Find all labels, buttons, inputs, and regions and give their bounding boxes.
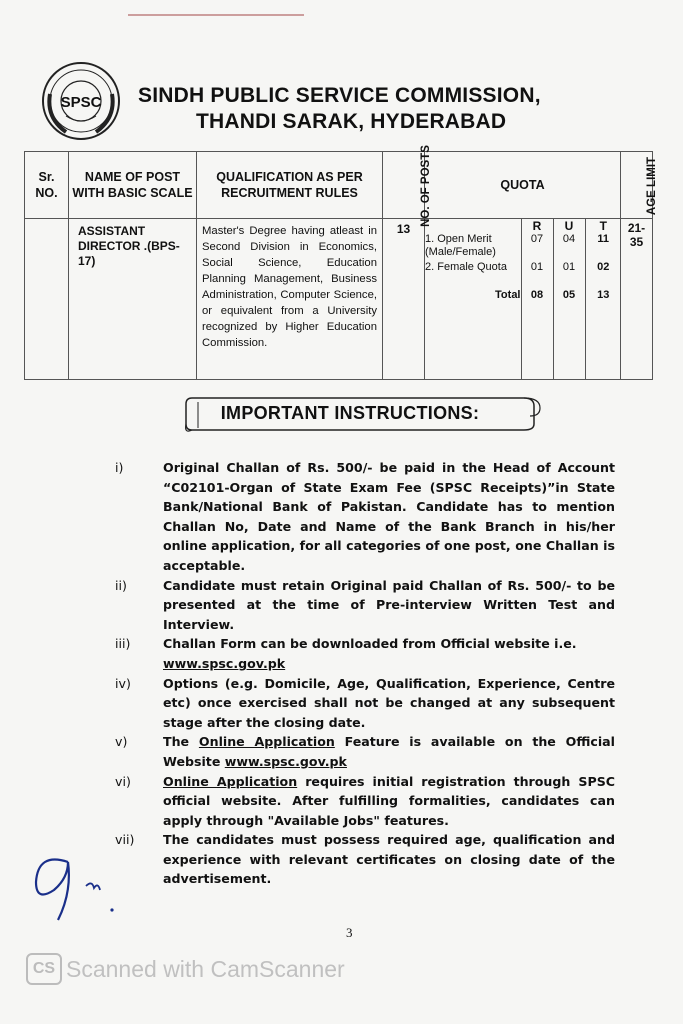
posts-table: [24, 144, 659, 380]
list-item: [115, 634, 615, 673]
quota-table: [425, 219, 621, 379]
item-number: i): [115, 460, 124, 475]
list-item: v) The Online Application Feature is available on the Official Website www.spsc.gov.pk: [115, 732, 615, 771]
page-number: 3: [346, 925, 353, 940]
website-link[interactable]: www.spsc.gov.pk: [224, 753, 347, 769]
item-number: iv): [115, 675, 131, 691]
spsc-logo: [40, 60, 122, 142]
list-item: [115, 576, 615, 635]
cell-quota: [425, 219, 621, 380]
header-quota: QUOTA: [425, 152, 621, 219]
header-post: NAME OF POST WITH BASIC SCALE: [69, 152, 197, 219]
list-item: [115, 674, 615, 733]
cell-no-of-posts: 13: [383, 219, 425, 380]
header-age-limit: AGE LIMIT: [621, 152, 653, 219]
item-text: Options (e.g. Domicile, Age, Qualification, Experience, Centre etc) once exercised shall not be changed at any subsequent stage after the closing date.: [163, 675, 615, 730]
item-number: v): [115, 734, 128, 750]
quota-total-row: Total 08 05 13: [425, 289, 621, 379]
website-link[interactable]: www.spsc.gov.pk: [163, 655, 286, 671]
camscanner-logo: CS: [26, 953, 62, 985]
item-text: Candidate must retain Original paid Challan of Rs. 500/- to be presented at the time of Pre-interview Written Test and Interview.: [163, 577, 615, 632]
quota-label: 1. Open Merit (Male/Female): [425, 233, 496, 258]
cell-qualification: Master's Degree having atleast in Second Division in Economics, Social Science, Education Planning Management, Business Administration, Computer Science, or equivalent from a University recognized by Higher Education Commission.: [197, 219, 383, 380]
quota-header-t: T: [585, 219, 621, 233]
online-application-link[interactable]: Online Application: [163, 773, 298, 789]
cell-age-limit: 21-35: [621, 219, 653, 380]
item-number: ii): [115, 577, 127, 593]
item-text: requires initial registration through SPSC official website. After fulfilling formalities, candidates can apply through "Available Jobs" features.: [163, 773, 616, 828]
header-qualification: QUALIFICATION AS PER RECRUITMENT RULES: [197, 152, 383, 219]
quota-row: 2. Female Quota 01 01 02: [425, 261, 621, 289]
quota-header-u: U: [553, 219, 585, 233]
quota-label: 2. Female Quota: [425, 261, 507, 273]
svg-text:SPSC: SPSC: [60, 94, 102, 111]
item-text: The candidates must possess required age, qualification and experience with relevant certificates on closing date of the advertisement.: [163, 832, 615, 887]
commission-title: SINDH PUBLIC SERVICE COMMISSION,: [138, 84, 541, 107]
item-number: iii): [115, 636, 131, 652]
quota-row: 1. Open Merit (Male/Female) 07 04 11: [425, 233, 621, 261]
cell-post-name: ASSISTANT DIRECTOR .(BPS-17): [69, 219, 197, 380]
camscanner-watermark: Scanned with CamScanner: [66, 956, 345, 982]
quota-total-label: Total: [495, 289, 521, 301]
header-sr: Sr. NO.: [25, 152, 69, 219]
header-no-of-posts: NO. OF POSTS: [383, 152, 425, 219]
signature: [28, 852, 138, 932]
item-text: Challan Form can be downloaded from Official website i.e.: [163, 636, 577, 652]
instructions-list: [115, 458, 615, 889]
table-row: [25, 219, 653, 380]
quota-header-r: R: [521, 219, 553, 233]
list-item: [115, 830, 615, 889]
online-application-link[interactable]: Online Application: [198, 734, 335, 750]
commission-address: THANDI SARAK, HYDERABAD: [196, 110, 507, 133]
list-item: [115, 458, 615, 576]
top-ink-mark: [128, 14, 304, 16]
list-item: [115, 772, 615, 831]
cell-sr: [25, 219, 69, 380]
item-number: vi): [115, 773, 131, 789]
item-number: vii): [115, 832, 135, 848]
item-text: Original Challan of Rs. 500/- be paid in the Head of Account “C02101-Organ of State Exam Fee (SPSC Receipts)”in State Bank/National Bank of Pakistan. Candidate has to mention Challan No, Date and Name of the Bank Branch in his/her online application, for all categories of one post, one Challan is acceptable.: [163, 460, 615, 573]
table-header-row: [25, 152, 653, 219]
instructions-title: IMPORTANT INSTRUCTIONS:: [220, 403, 480, 423]
